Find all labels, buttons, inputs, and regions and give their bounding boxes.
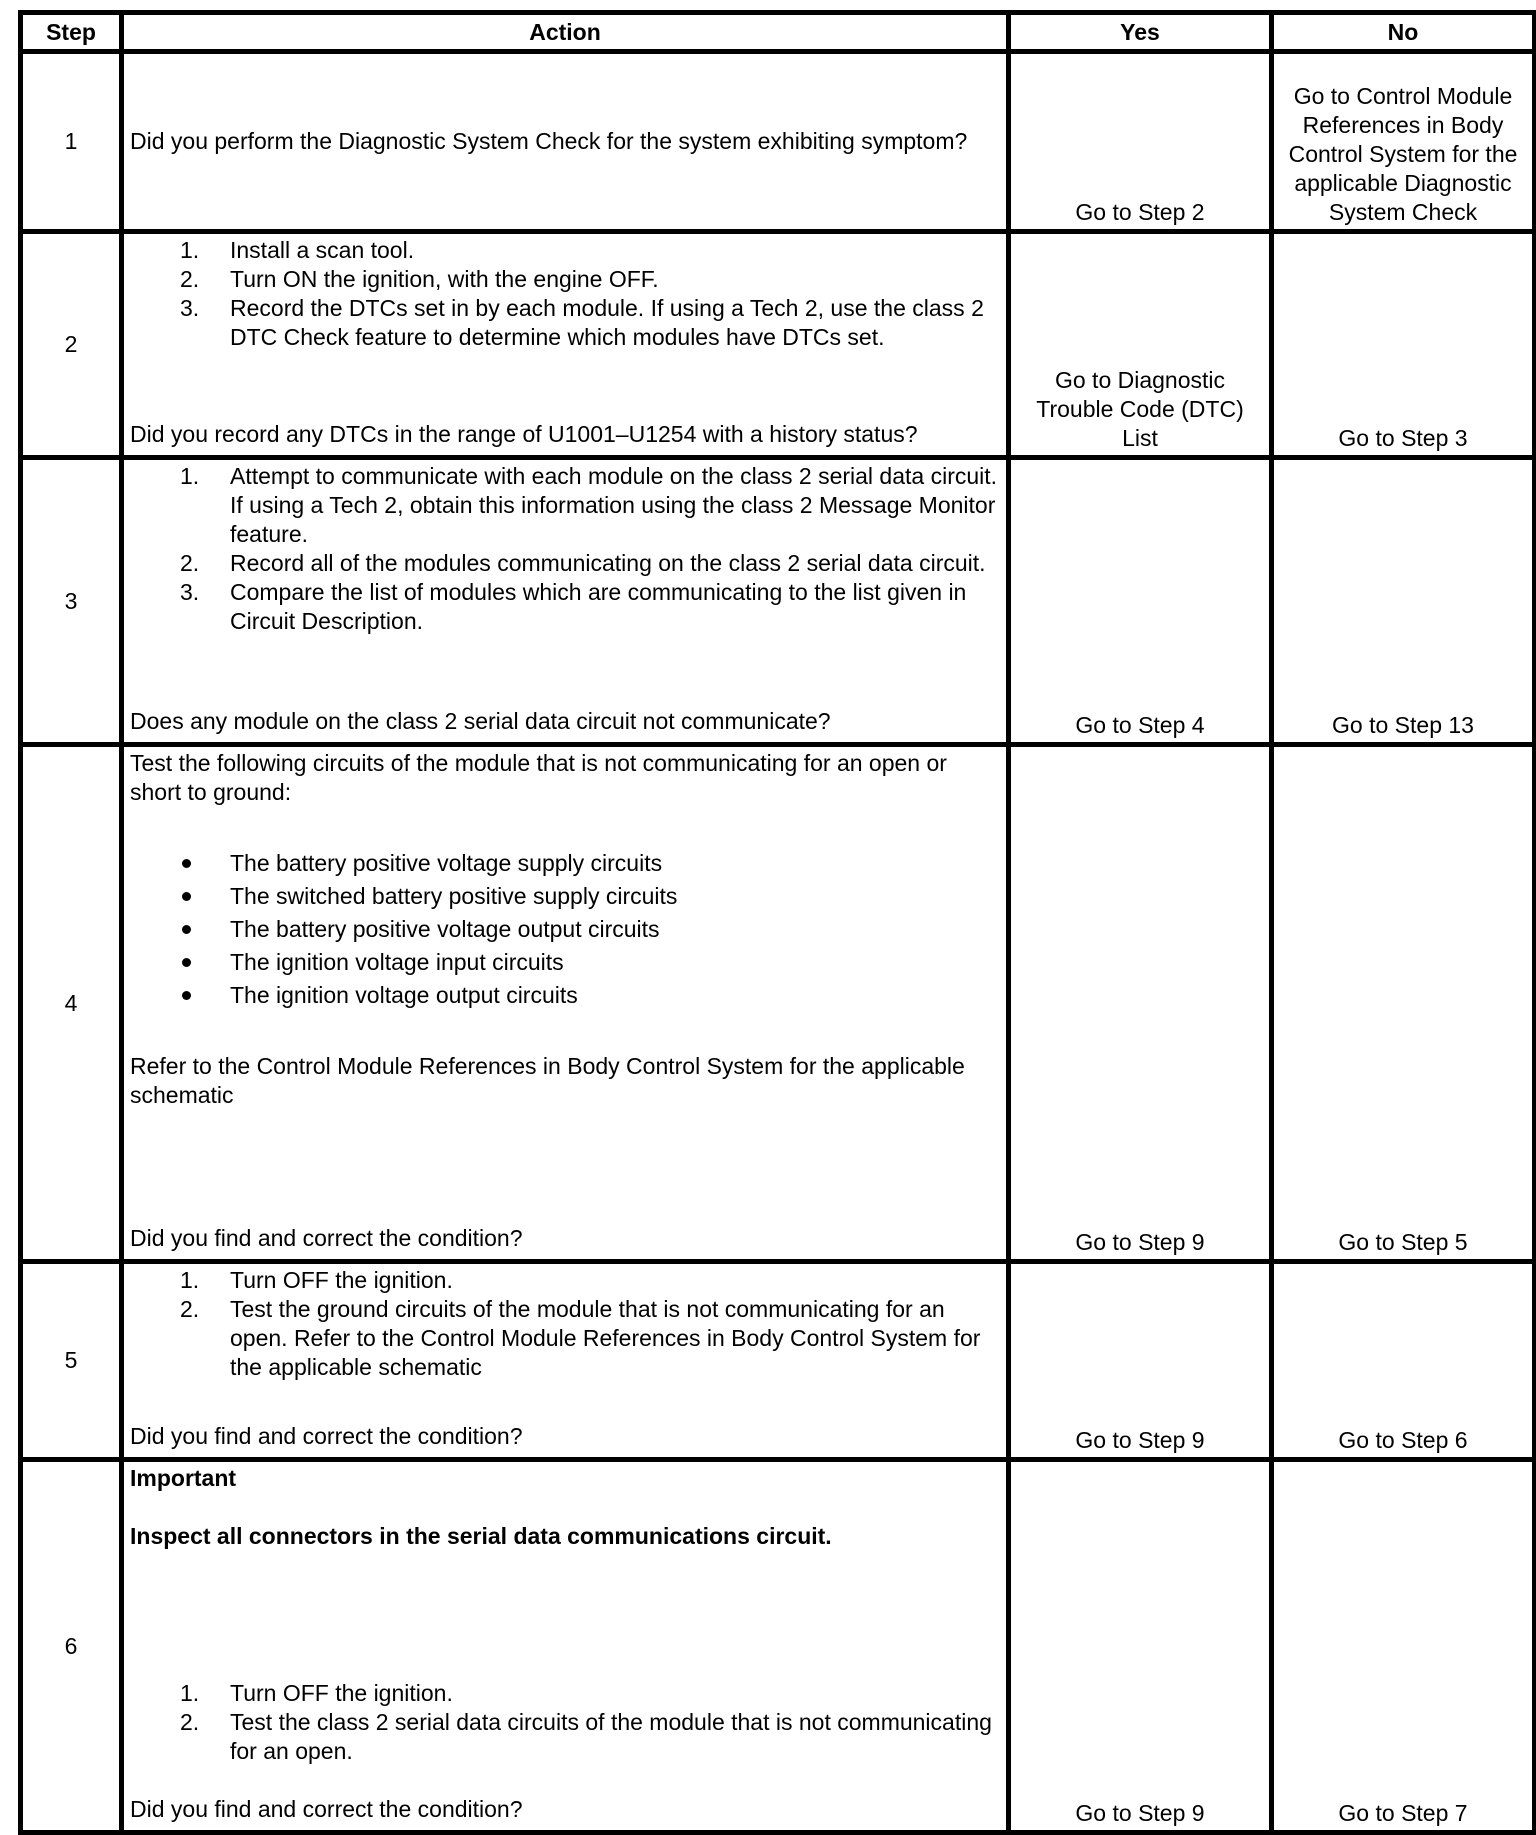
list-item: 1. Turn OFF the ignition.: [180, 1680, 453, 1706]
question-text: Does any module on the class 2 serial data circuit not communicate?: [130, 708, 831, 734]
yes-cell: Go to Diagnostic Trouble Code (DTC) List: [1009, 232, 1272, 458]
bullet-icon: [182, 991, 191, 1000]
important-text: Inspect all connectors in the serial data communications circuit.: [130, 1523, 832, 1549]
action-steps-list: [130, 236, 1000, 352]
yes-cell: Go to Step 9: [1009, 1460, 1272, 1833]
action-steps-list: [130, 462, 1000, 636]
action-steps-list: [130, 1266, 1000, 1382]
table-row-step-3: [21, 458, 1535, 745]
step-number: 2: [21, 232, 122, 458]
question-text: Did you find and correct the condition?: [130, 1423, 523, 1449]
action-steps-list: [130, 1679, 1000, 1766]
no-cell: Go to Control Module References in Body Control System for the applicable Diagnostic System Check: [1272, 52, 1535, 232]
list-item: 1. Install a scan tool.: [180, 237, 415, 263]
header-yes: Yes: [1009, 13, 1272, 52]
list-item: The ignition voltage output circuits: [130, 979, 1000, 1012]
action-cell: [122, 52, 1009, 232]
table-row-step-4: [21, 745, 1535, 1262]
question-text: Did you find and correct the condition?: [130, 1796, 523, 1822]
table-row-step-2: [21, 232, 1535, 458]
list-item: The ignition voltage input circuits: [130, 946, 1000, 979]
step-number: 3: [21, 458, 122, 745]
action-cell: [122, 1460, 1009, 1833]
action-cell: [122, 1262, 1009, 1460]
step-number: 4: [21, 745, 122, 1262]
bullet-icon: [182, 892, 191, 901]
yes-cell: Go to Step 2: [1009, 52, 1272, 232]
bullet-icon: [182, 958, 191, 967]
bullet-icon: [182, 925, 191, 934]
table-row-step-6: [21, 1460, 1535, 1833]
action-cell: [122, 745, 1009, 1262]
question-text: Did you record any DTCs in the range of U1001–U1254 with a history status?: [130, 421, 918, 447]
step-number: 6: [21, 1460, 122, 1833]
no-cell: Go to Step 5: [1272, 745, 1535, 1262]
step-number: 1: [21, 52, 122, 232]
list-item: 2. Test the class 2 serial data circuits of the module that is not communicating for an open.: [180, 1709, 992, 1764]
step-number: 5: [21, 1262, 122, 1460]
list-item: 2. Record all of the modules communicating on the class 2 serial data circuit.: [180, 550, 986, 576]
list-item: 2. Turn ON the ignition, with the engine OFF.: [180, 266, 659, 292]
action-cell: [122, 458, 1009, 745]
no-cell: Go to Step 6: [1272, 1262, 1535, 1460]
diagnostic-table: [18, 10, 1536, 1835]
list-item: 1. Attempt to communicate with each module on the class 2 serial data circuit. If using a Tech 2, obtain this information using the class 2 Message Monitor feature.: [180, 463, 998, 547]
no-cell: Go to Step 3: [1272, 232, 1535, 458]
list-item: 3. Record the DTCs set in by each module. If using a Tech 2, use the class 2 DTC Check feature to determine which modules have DTCs set.: [180, 295, 984, 350]
table-row-step-1: [21, 52, 1535, 232]
list-item: The battery positive voltage supply circuits: [130, 847, 1000, 880]
list-item: 3. Compare the list of modules which are communicating to the list given in Circuit Description.: [180, 579, 967, 634]
list-item: The switched battery positive supply circuits: [130, 880, 1000, 913]
yes-cell: Go to Step 9: [1009, 1262, 1272, 1460]
yes-cell: Go to Step 9: [1009, 745, 1272, 1262]
list-item: 1. Turn OFF the ignition.: [180, 1267, 453, 1293]
header-step: Step: [21, 13, 122, 52]
list-item: The battery positive voltage output circuits: [130, 913, 1000, 946]
circuit-bullet-list: [130, 847, 1000, 1012]
no-cell: Go to Step 13: [1272, 458, 1535, 745]
intro-text: Test the following circuits of the module that is not communicating for an open or short to ground:: [130, 750, 947, 805]
header-action: Action: [122, 13, 1009, 52]
list-item: 2. Test the ground circuits of the module that is not communicating for an open. Refer to the Control Module References in Body Control System for the applicable schematic: [180, 1296, 981, 1380]
refer-text: Refer to the Control Module References in Body Control System for the applicable schematic: [130, 1053, 965, 1108]
important-label: Important: [130, 1465, 237, 1491]
bullet-icon: [182, 859, 191, 868]
action-cell: [122, 232, 1009, 458]
header-row: [21, 13, 1535, 52]
table-row-step-5: [21, 1262, 1535, 1460]
yes-cell: Go to Step 4: [1009, 458, 1272, 745]
no-cell: Go to Step 7: [1272, 1460, 1535, 1833]
question-text: Did you perform the Diagnostic System Check for the system exhibiting symptom?: [130, 128, 968, 154]
header-no: No: [1272, 13, 1535, 52]
question-text: Did you find and correct the condition?: [130, 1225, 523, 1251]
